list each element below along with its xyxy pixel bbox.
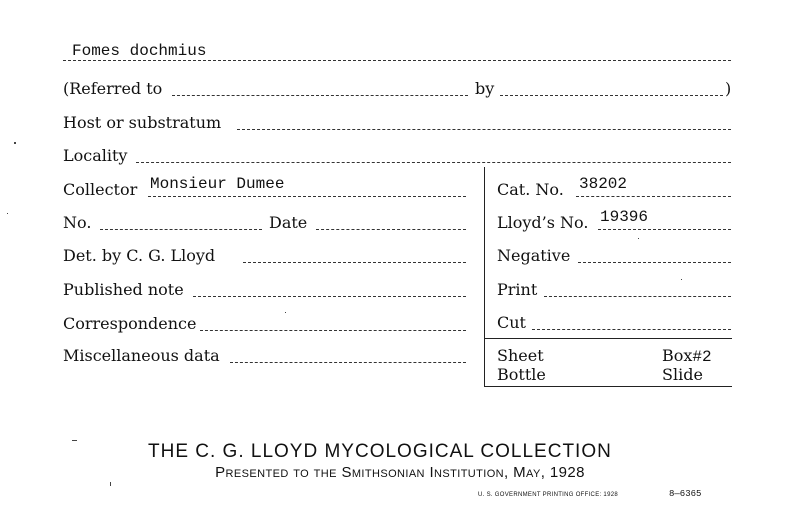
scan-speck <box>14 142 16 144</box>
lloyd-no-value: 19396 <box>600 208 649 226</box>
print-line <box>544 296 731 297</box>
by-line <box>500 95 723 96</box>
cut-line <box>532 329 731 330</box>
sheet-label: Sheet <box>497 346 544 365</box>
date-label: Date <box>269 213 308 232</box>
collection-subtitle: Presented to the Smithsonian Institution, May, 1928 <box>215 464 585 481</box>
miscellaneous-line <box>230 362 466 363</box>
miscellaneous-label: Miscellaneous data <box>63 346 220 365</box>
referred-close-paren: ) <box>725 79 732 98</box>
box-value: #2 <box>692 348 712 366</box>
box-number <box>662 346 712 366</box>
species-line <box>63 60 731 61</box>
referred-to-label: (Referred to <box>63 79 163 98</box>
correspondence-line <box>200 330 466 331</box>
cat-no-value: 38202 <box>579 175 628 193</box>
collection-title: THE C. G. LLOYD MYCOLOGICAL COLLECTION <box>148 441 612 462</box>
scan-speck <box>110 482 111 486</box>
collector-value: Monsieur Dumee <box>150 175 285 193</box>
lloyd-no-label: Lloyd’s No. <box>497 213 589 232</box>
host-line <box>237 129 731 130</box>
host-label: Host or substratum <box>63 113 222 132</box>
no-line <box>100 229 262 230</box>
printing-office-note: U. S. GOVERNMENT PRINTING OFFICE: 1928 <box>478 492 618 498</box>
published-note-line <box>193 296 466 297</box>
catalog-box-bottom-border <box>484 386 732 387</box>
collector-line <box>148 196 466 197</box>
det-by-label: Det. by C. G. Lloyd <box>63 246 216 265</box>
det-by-line <box>243 262 466 263</box>
referred-to-line <box>172 95 468 96</box>
no-label: No. <box>63 213 92 232</box>
cut-label: Cut <box>497 313 526 332</box>
species-name: Fomes dochmius <box>72 42 207 60</box>
negative-line <box>578 262 731 263</box>
catalog-box-divider <box>484 338 732 339</box>
scan-speck <box>7 213 8 214</box>
lloyd-no-line <box>598 229 731 230</box>
date-line <box>316 229 466 230</box>
scan-speck <box>285 312 286 313</box>
cat-no-label: Cat. No. <box>497 180 564 199</box>
catalog-box-left-border <box>484 167 485 387</box>
scan-speck <box>681 279 682 280</box>
form-number: 8—6365 <box>669 489 702 499</box>
box-label: Box <box>662 346 693 365</box>
correspondence-label: Correspondence <box>63 314 197 333</box>
published-note-label: Published note <box>63 280 184 299</box>
scan-speck <box>72 440 77 441</box>
bottle-label: Bottle <box>497 365 546 384</box>
negative-label: Negative <box>497 246 571 265</box>
by-label: by <box>475 79 495 98</box>
cat-no-line <box>576 196 731 197</box>
collector-label: Collector <box>63 180 138 199</box>
locality-line <box>136 162 731 163</box>
locality-label: Locality <box>63 146 128 165</box>
print-label: Print <box>497 280 538 299</box>
scan-speck <box>638 238 639 239</box>
slide-label: Slide <box>662 365 703 384</box>
